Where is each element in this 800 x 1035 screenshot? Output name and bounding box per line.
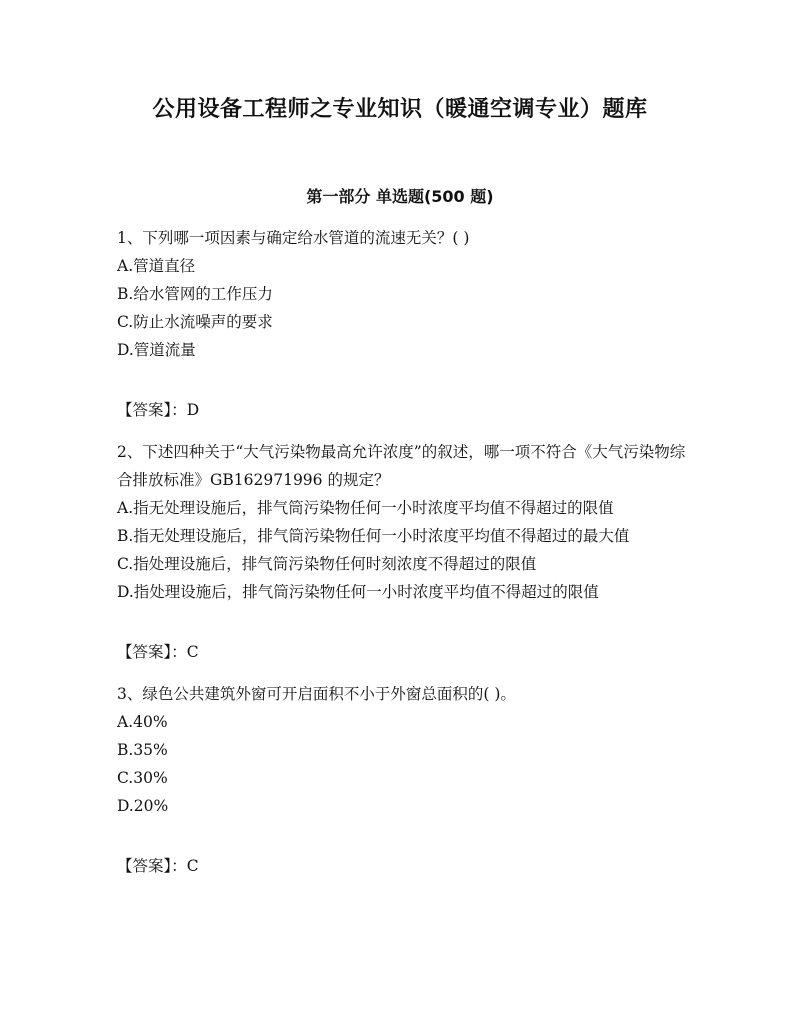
option-c: C.30% [117,769,168,787]
option-b: B.给水管网的工作压力 [117,285,273,303]
option-a: A.管道直径 [117,257,196,275]
question-3 [117,680,687,880]
question-1 [117,224,687,438]
section-title: 第一部分 单选题(500 题) [306,187,494,206]
option-c: C.指处理设施后，排气筒污染物任何时刻浓度不得超过的限值 [117,555,537,573]
answer-line: 【答案】：D [117,401,200,419]
question-2 [117,438,687,680]
option-d: D.指处理设施后，排气筒污染物任何一小时浓度平均值不得超过的限值 [117,583,599,601]
option-b: B.指无处理设施后，排气筒污染物任何一小时浓度平均值不得超过的最大值 [117,527,630,545]
option-d: D.20% [117,797,169,815]
answer-line: 【答案】：C [117,857,199,875]
answer-line: 【答案】：C [117,643,199,661]
option-a: A.指无处理设施后，排气筒污染物任何一小时浓度平均值不得超过的限值 [117,499,614,517]
question-stem: 3、绿色公共建筑外窗可开启面积不小于外窗总面积的( )。 [117,685,516,703]
question-list [117,224,687,880]
option-b: B.35% [117,741,168,759]
option-c: C.防止水流噪声的要求 [117,313,273,331]
option-d: D.管道流量 [117,341,196,359]
question-stem: 2、下述四种关于“大气污染物最高允许浓度”的叙述，哪一项不符合《大气污染物综合排放标准》GB162971996 的规定？ [117,443,686,489]
document-title: 公用设备工程师之专业知识（暖通空调专业）题库 [152,97,648,122]
option-a: A.40% [117,713,168,731]
question-stem: 1、下列哪一项因素与确定给水管道的流速无关？( ) [117,229,470,247]
